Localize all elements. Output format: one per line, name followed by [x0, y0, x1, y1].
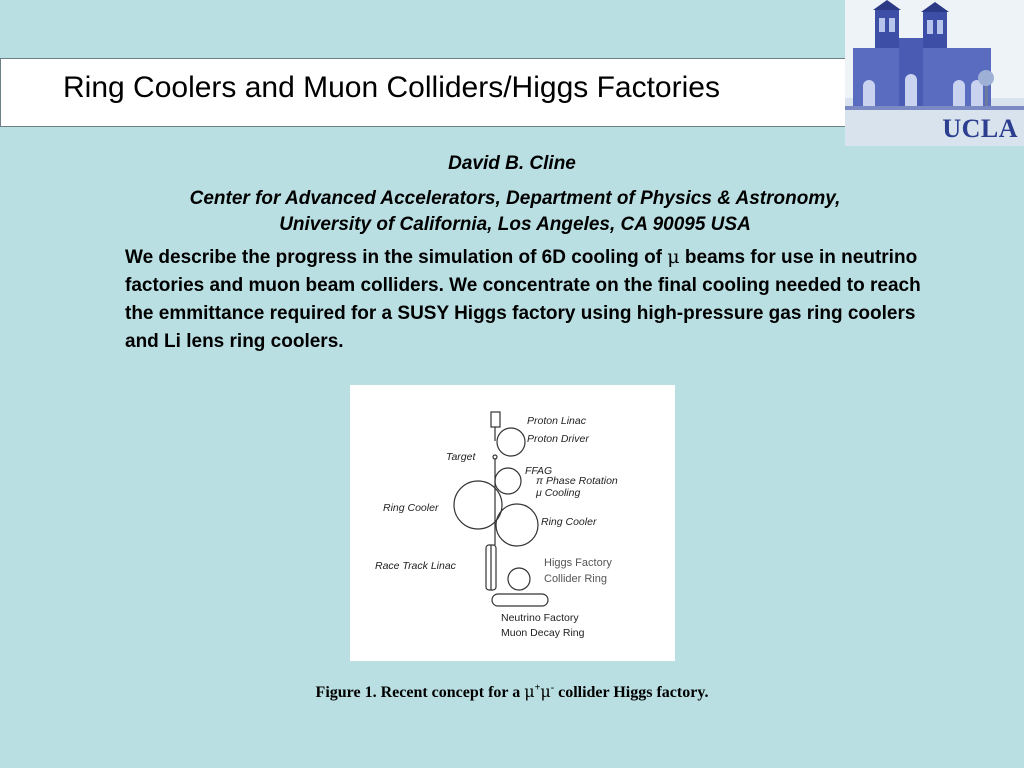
label-race-track-linac: Race Track Linac	[375, 560, 456, 572]
label-proton-driver: Proton Driver	[527, 433, 589, 445]
label-muon-decay-ring: Muon Decay Ring	[501, 627, 585, 639]
label-higgs-factory: Higgs Factory	[544, 557, 612, 569]
label-ffag: FFAG	[525, 465, 553, 477]
proton-driver-ring	[497, 428, 525, 456]
label-target: Target	[446, 451, 476, 463]
proton-linac-shape	[491, 412, 500, 427]
label-mu-cooling: μ Cooling	[536, 487, 581, 499]
abstract-part-1: We describe the progress in the simulation of 6D cooling of	[125, 247, 668, 268]
mu-symbol: μ	[667, 246, 680, 268]
abstract-part-2: beams for use in neutrino factories and muon beam colliders. We concentrate on the final cooling needed to reach the emmittance required for a SUSY Higgs factory using high-pressure gas ring coolers and Li lens ring coolers.	[125, 247, 921, 352]
pi-symbol: π	[536, 475, 544, 487]
ring-cooler-right	[496, 504, 538, 546]
ffag-ring	[495, 468, 521, 494]
collider-diagram	[350, 385, 675, 661]
ucla-logo-text: UCLA	[942, 114, 1018, 143]
affiliation	[120, 186, 910, 238]
abstract-text	[125, 243, 940, 356]
muon-decay-ring	[492, 594, 548, 606]
mu-symbol-figure: μ	[536, 487, 542, 499]
affiliation-line-2: University of California, Los Angeles, CA 90095 USA	[279, 214, 751, 235]
label-neutrino-factory: Neutrino Factory	[501, 612, 579, 624]
author-name: David B. Cline	[448, 153, 576, 174]
label-ring-cooler-left: Ring Cooler	[383, 502, 439, 514]
higgs-collider-ring	[508, 568, 530, 590]
ucla-logo	[845, 0, 1024, 146]
label-collider-ring: Collider Ring	[544, 573, 607, 585]
label-phase-rotation: π Phase Rotation	[536, 475, 618, 487]
affiliation-line-1: Center for Advanced Accelerators, Department of Physics & Astronomy,	[189, 188, 841, 209]
label-proton-linac: Proton Linac	[527, 415, 586, 427]
slide-title: Ring Coolers and Muon Colliders/Higgs Factories	[63, 71, 720, 104]
title-box	[0, 58, 869, 127]
figure-caption: Figure 1. Recent concept for a μ+μ- collider Higgs factory.	[315, 682, 709, 701]
target-shape	[493, 455, 497, 459]
label-ring-cooler-right: Ring Cooler	[541, 516, 597, 528]
